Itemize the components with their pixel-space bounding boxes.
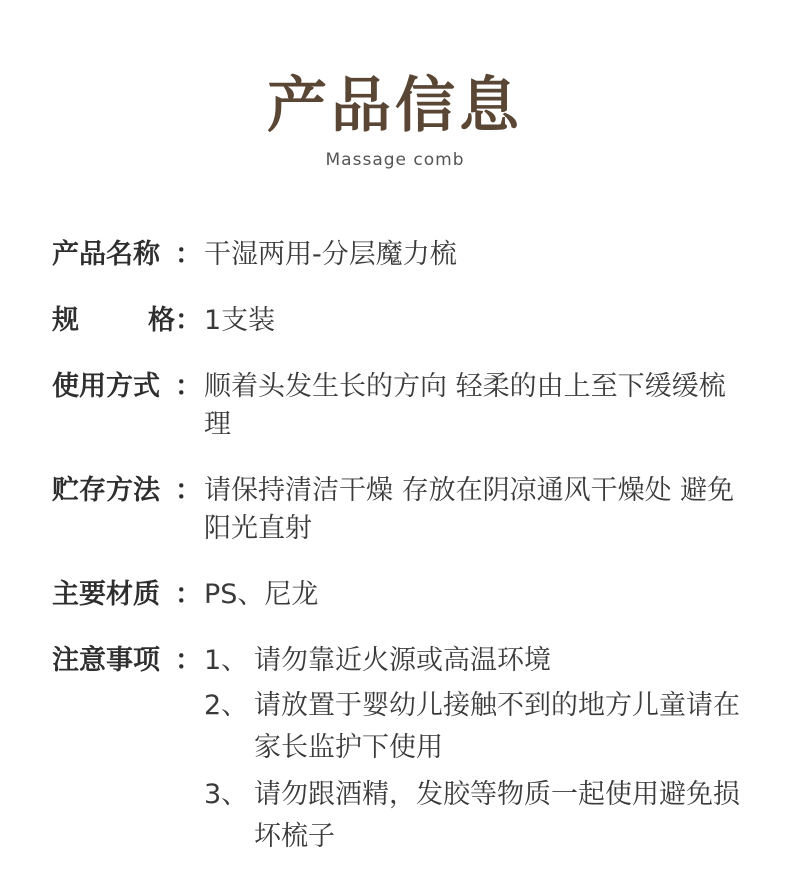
note-text: 请放置于婴幼儿接触不到的地方儿童请在家长监护下使用: [254, 690, 740, 763]
page-subtitle: Massage comb: [325, 150, 465, 170]
note-text: 请勿靠近火源或高温环境: [254, 645, 551, 676]
info-row-material: [52, 576, 752, 614]
info-label: [52, 302, 202, 340]
page-title: 产品信息: [267, 71, 523, 141]
note-text: 请勿跟酒精，发胶等物质一起使用避免损坏梳子: [254, 779, 740, 852]
label-colon: ：: [175, 645, 202, 676]
info-label-text: 产品名称: [52, 239, 160, 270]
label-colon: ：: [175, 239, 202, 270]
note-item: [204, 642, 752, 680]
info-label: [52, 472, 202, 510]
info-label: [52, 368, 202, 406]
info-value: 请保持清洁干燥 存放在阴凉通风干燥处 避免阳光直射: [204, 475, 735, 544]
info-label-text: 注意事项: [52, 645, 160, 676]
info-row-notes: [52, 642, 752, 863]
info-label-text: 贮存方法: [52, 475, 160, 506]
notes-list: [202, 642, 752, 863]
info-label-text: [52, 302, 175, 340]
label-colon: ：: [175, 371, 202, 402]
note-number: 2、: [204, 690, 249, 721]
info-row-storage: [52, 472, 752, 548]
label-colon: ：: [175, 305, 202, 336]
info-label: [52, 576, 202, 614]
note-item: [204, 774, 752, 858]
label-char: 规: [52, 305, 79, 336]
info-label-text: 使用方式: [52, 371, 160, 402]
info-row-spec: [52, 302, 752, 340]
info-value: PS、尼龙: [204, 579, 319, 610]
info-label: [52, 642, 202, 680]
info-value: 1支装: [204, 305, 276, 336]
info-label-text: 主要材质: [52, 579, 160, 610]
header: [0, 66, 790, 172]
info-row-usage: [52, 368, 752, 444]
info-value: 顺着头发生长的方向 轻柔的由上至下缓缓梳理: [204, 371, 726, 440]
note-number: 1、: [204, 645, 249, 676]
note-number: 3、: [204, 779, 249, 810]
note-item: [204, 685, 752, 769]
info-value: 干湿两用-分层魔力梳: [204, 239, 457, 270]
label-char: 格: [148, 305, 175, 336]
product-info-list: [52, 236, 752, 891]
label-colon: ：: [175, 475, 202, 506]
info-row-product-name: [52, 236, 752, 274]
info-label: [52, 236, 202, 274]
label-colon: ：: [175, 579, 202, 610]
